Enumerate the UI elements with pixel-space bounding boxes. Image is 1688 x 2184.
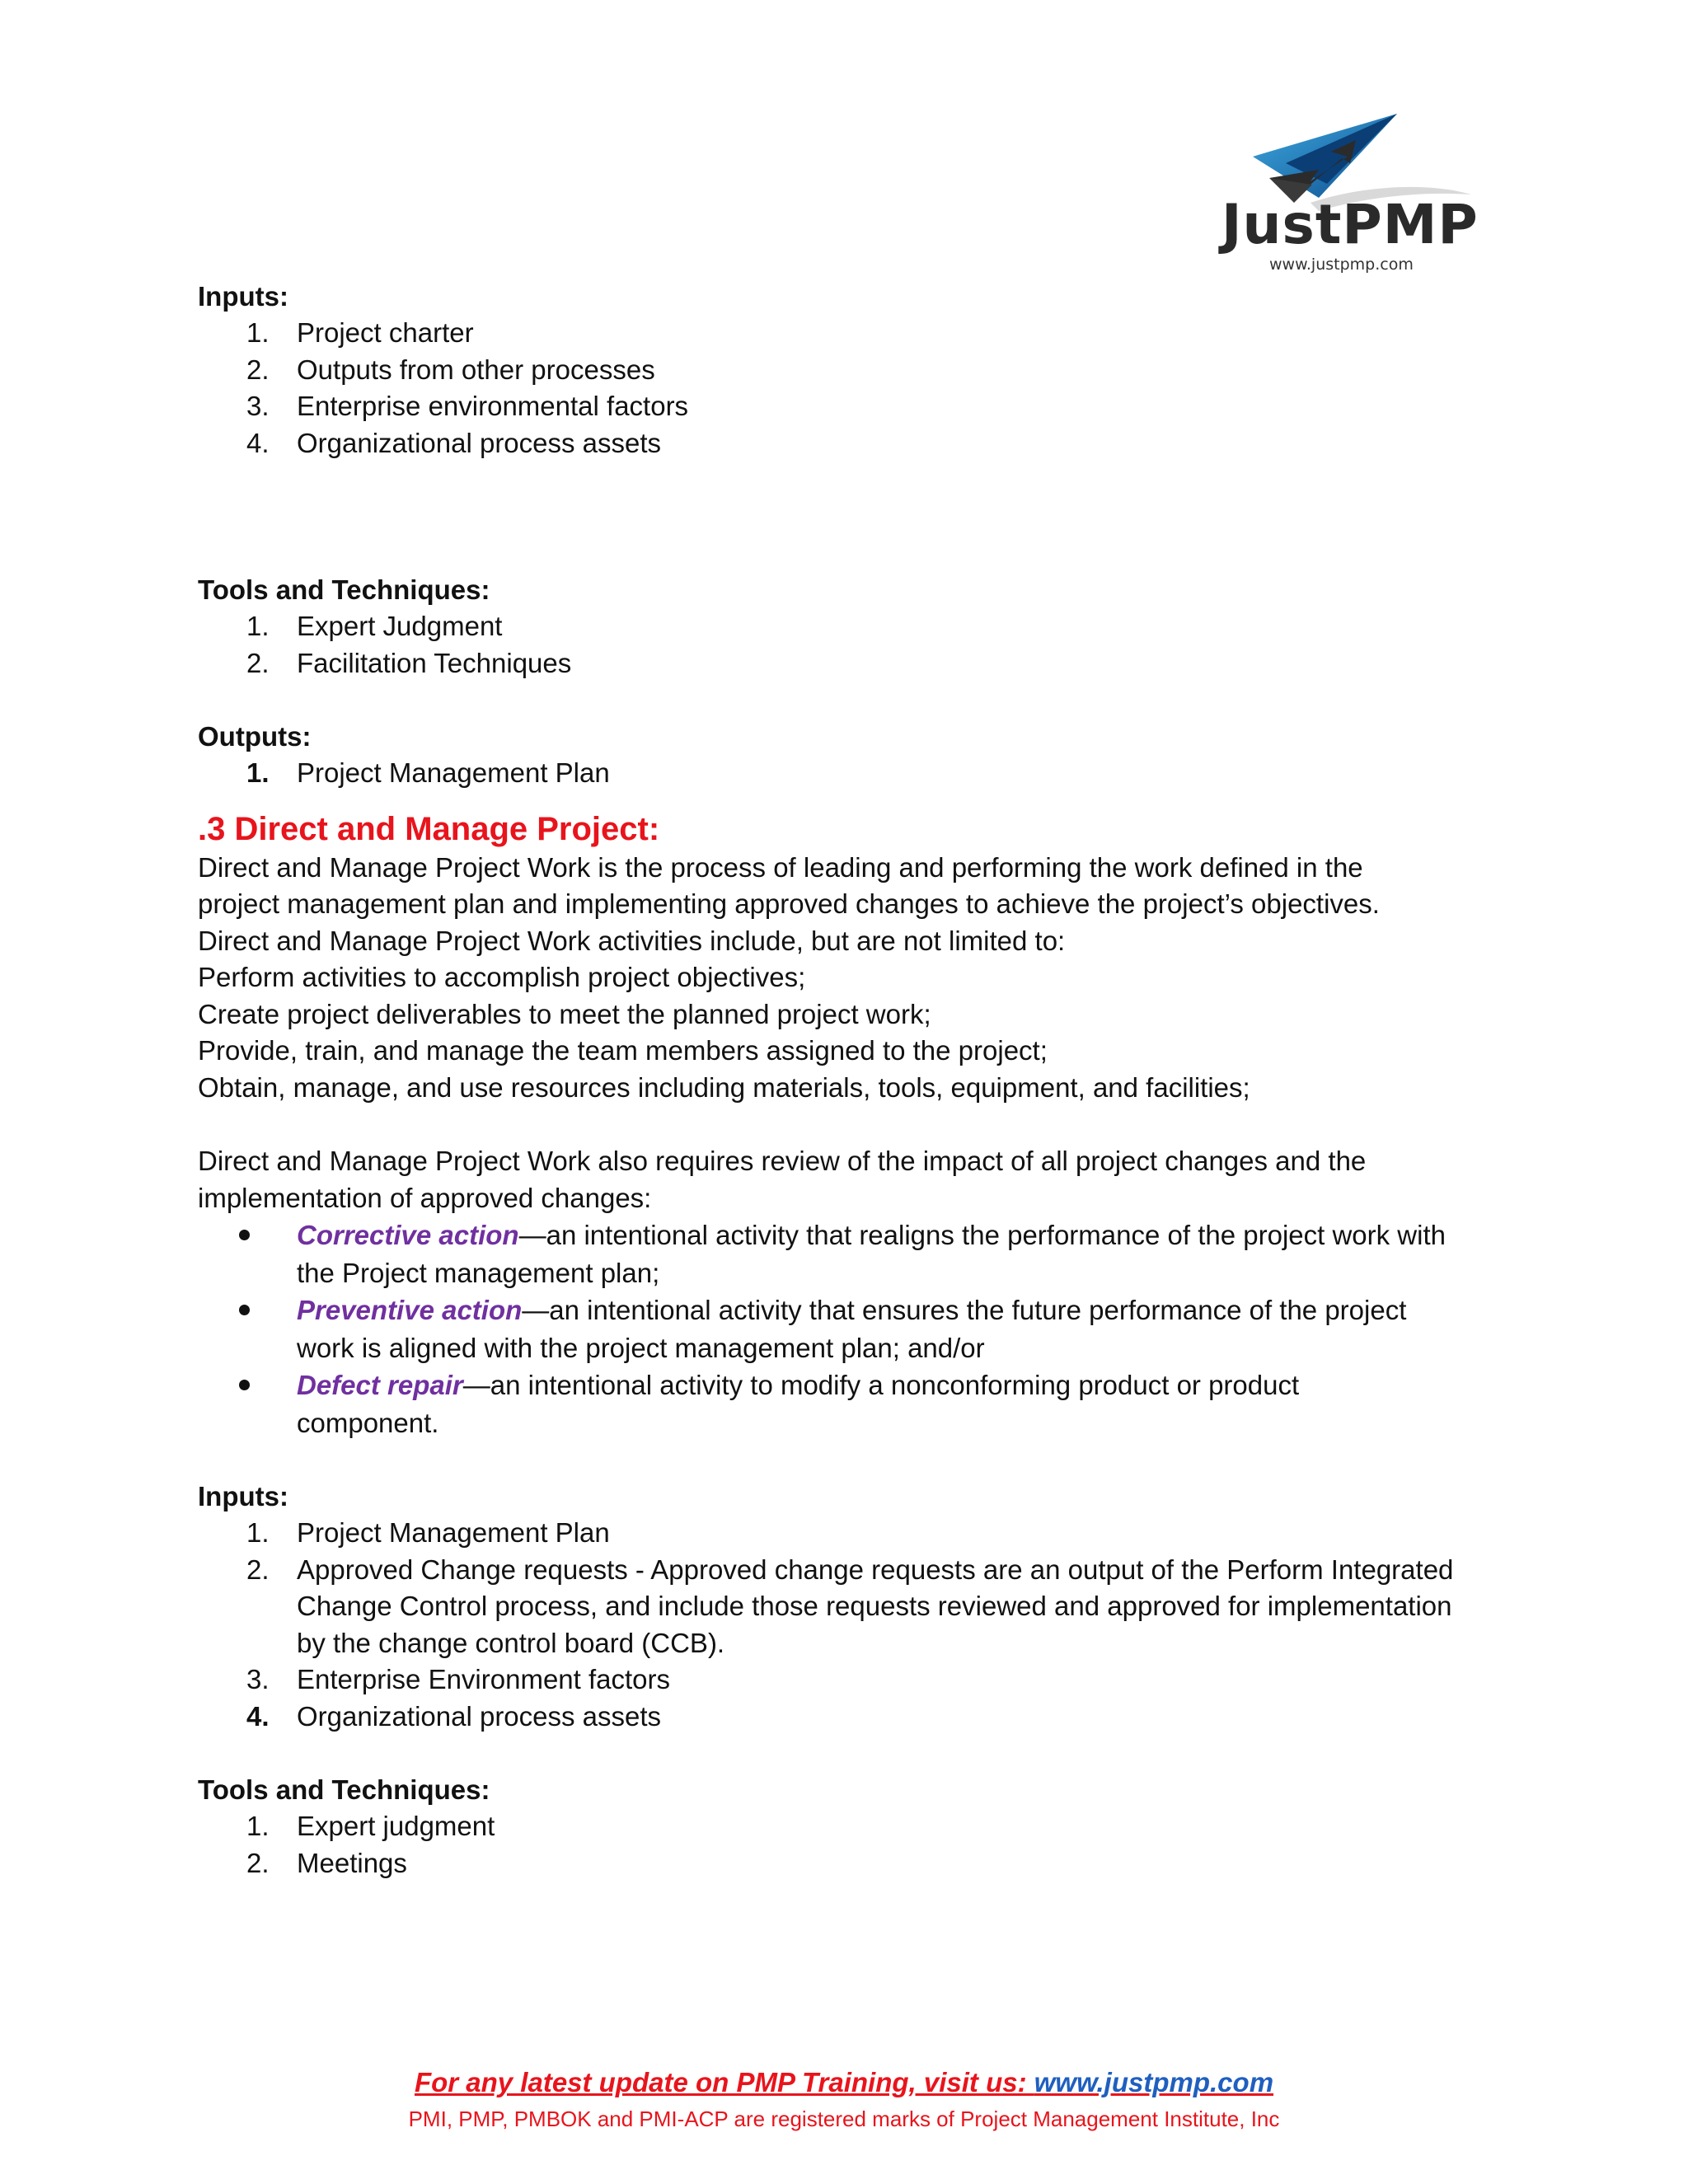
list-number: 2. — [246, 1847, 270, 1878]
review-paragraph — [198, 1143, 1500, 1216]
justpmp-logo — [1220, 105, 1484, 279]
list-text: Meetings — [297, 1847, 407, 1878]
list-item — [198, 1845, 1500, 1882]
list-text: Outputs from other processes — [297, 354, 655, 385]
footer-promo — [0, 2067, 1688, 2098]
bullet-term: Preventive action — [297, 1295, 523, 1325]
intro-line: Provide, train, and manage the team members assigned to the project; — [198, 1035, 1048, 1066]
footer-website-link[interactable]: www.justpmp.com — [1034, 2067, 1274, 2097]
tools-label: Tools and Techniques: — [198, 574, 490, 605]
list-number: 2. — [246, 354, 270, 385]
list-number: 4. — [246, 427, 270, 458]
tools-label: Tools and Techniques: — [198, 1774, 490, 1805]
intro-line: Obtain, manage, and use resources including materials, tools, equipment, and facilities; — [198, 1071, 1250, 1103]
intro-line: Create project deliverables to meet the planned project work; — [198, 998, 931, 1029]
outputs-label: Outputs: — [198, 721, 312, 752]
list-item — [198, 755, 1500, 792]
list-number: 4. — [246, 1700, 270, 1732]
list-number: 1. — [246, 1811, 270, 1841]
bullet-icon — [239, 1230, 250, 1240]
intro-line: project management plan and implementing approved changes to achieve the project’s objectives. — [198, 888, 1380, 919]
list-item — [198, 1552, 1500, 1662]
list-number: 1. — [246, 1517, 270, 1548]
intro-line: Direct and Manage Project Work activities include, but are not limited to: — [198, 925, 1066, 956]
bullet-icon — [239, 1380, 250, 1390]
bullet-text: —an intentional activity that ensures the future performance of the project — [522, 1295, 1407, 1325]
bullet-term: Defect repair — [297, 1370, 463, 1400]
list-item — [198, 608, 1500, 645]
tools-list — [198, 1808, 1500, 1882]
review-line: Direct and Manage Project Work also requires review of the impact of all project changes and the — [198, 1146, 1367, 1176]
list-text: Project Management Plan — [297, 757, 610, 788]
bullet-text: —an intentional activity to modify a nonconforming product or product — [462, 1370, 1300, 1400]
list-item — [198, 1661, 1500, 1699]
tools-list — [198, 608, 1500, 682]
list-text: Change Control process, and include those requests reviewed and approved for implementation — [297, 1591, 1452, 1621]
bullet-text: work is aligned with the project management plan; and/or — [297, 1332, 985, 1363]
list-item — [198, 1699, 1500, 1736]
inputs-label: Inputs: — [198, 1481, 288, 1511]
logo-url: www.justpmp.com — [1269, 255, 1414, 274]
list-text: by the change control board (CCB). — [297, 1627, 725, 1658]
footer-trademark: PMI, PMP, PMBOK and PMI-ACP are registered marks of Project Management Institute, Inc — [408, 2107, 1280, 2131]
list-item — [198, 425, 1500, 462]
review-line: implementation of approved changes: — [198, 1182, 652, 1213]
list-number: 1. — [246, 317, 270, 348]
bullet-text: —an intentional activity that realigns the performance of the project work with — [518, 1220, 1446, 1250]
list-text: Organizational process assets — [297, 1700, 662, 1732]
list-number: 2. — [246, 1554, 270, 1585]
footer-promo-text: For any latest update on PMP Training, visit us: — [414, 2067, 1034, 2097]
list-text: Facilitation Techniques — [297, 647, 572, 678]
change-types-list — [198, 1216, 1500, 1441]
intro-paragraph — [198, 850, 1500, 1107]
bullet-item — [198, 1216, 1500, 1291]
list-text: Expert Judgment — [297, 611, 503, 641]
bullet-icon — [239, 1305, 250, 1315]
list-number: 3. — [246, 1664, 270, 1694]
list-text: Organizational process assets — [297, 427, 662, 458]
list-number: 1. — [246, 611, 270, 641]
bullet-item — [198, 1291, 1500, 1366]
list-item — [198, 1808, 1500, 1845]
inputs-list — [198, 1515, 1500, 1735]
list-number: 3. — [246, 391, 270, 421]
outputs-list — [198, 755, 1500, 792]
bullet-term: Corrective action — [297, 1220, 519, 1250]
logo-wordmark: JustPMP — [1221, 193, 1479, 256]
intro-line: Perform activities to accomplish project objectives; — [198, 962, 806, 992]
bullet-item — [198, 1366, 1500, 1441]
list-text: Enterprise environmental factors — [297, 391, 689, 421]
list-number: 1. — [246, 757, 270, 788]
list-text: Approved Change requests - Approved change requests are an output of the Perform Integrated — [297, 1554, 1454, 1585]
list-text: Project charter — [297, 317, 474, 348]
section-heading: .3 Direct and Manage Project: — [198, 810, 660, 847]
document-body — [198, 279, 1500, 1882]
list-text: Project Management Plan — [297, 1517, 610, 1548]
list-item — [198, 1515, 1500, 1552]
list-text: Expert judgment — [297, 1811, 495, 1841]
bullet-text: the Project management plan; — [297, 1257, 660, 1288]
inputs-label: Inputs: — [198, 281, 288, 312]
list-item — [198, 315, 1500, 352]
list-item — [198, 388, 1500, 425]
inputs-list — [198, 315, 1500, 462]
list-text: Enterprise Environment factors — [297, 1664, 671, 1694]
intro-line: Direct and Manage Project Work is the process of leading and performing the work defined in the — [198, 851, 1363, 883]
list-item — [198, 352, 1500, 389]
list-number: 2. — [246, 647, 270, 678]
bullet-text: component. — [297, 1407, 439, 1438]
list-item — [198, 645, 1500, 682]
